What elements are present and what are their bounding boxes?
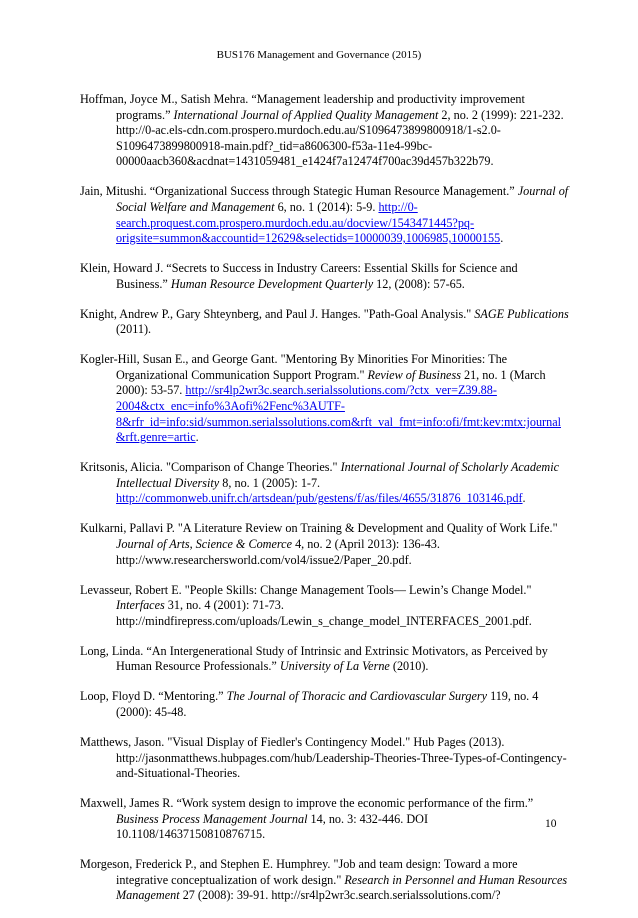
reference-text: Hoffman, Joyce M., Satish Mehra. “Management leadership and productivity improvement programs.”	[80, 92, 525, 122]
reference-source-title: Human Resource Development Quarterly	[170, 276, 374, 291]
reference-text: 12, (2008): 57-65.	[373, 276, 465, 291]
reference-source-title: International Journal of Applied Quality Management	[173, 107, 439, 122]
reference-text: .	[522, 491, 526, 506]
reference-text: .	[500, 231, 504, 246]
reference-source-title: Business Process Management Journal	[116, 811, 308, 826]
reference-text: (2011).	[116, 322, 152, 337]
reference-entry-loop	[80, 689, 570, 720]
reference-entry-levasseur	[80, 583, 570, 630]
reference-text: 6, no. 1 (2014): 5-9.	[274, 199, 379, 214]
reference-text: Kritsonis, Alicia. "Comparison of Change Theories."	[80, 460, 341, 475]
page-number: 10	[545, 818, 557, 830]
reference-entry-kulkarni	[80, 521, 570, 568]
reference-link[interactable]: http://sr4lp2wr3c.search.serialssolutions.com/?ctx_ver=Z39.88-2004&ctx_enc=info%3Aofi%2Fenc%3AUTF-8&rfr_id=info:sid/summon.serialssolutions.com&rft_val_fmt=info:ofi/fmt:kev:mtx:journal&rft.genre=artic	[116, 383, 561, 445]
reference-text: 14, no. 3: 432-446. DOI 10.1108/14637150810876715.	[116, 811, 428, 842]
reference-text: 4, no. 2 (April 2013): 136-43. http://www.researchersworld.com/vol4/issue2/Paper_20.pdf.	[116, 537, 440, 567]
reference-source-title: SAGE Publications	[474, 306, 569, 321]
reference-entry-kogler-hill	[80, 352, 570, 446]
reference-text: 27 (2008): 39-91. http://sr4lp2wr3c.search.serialssolutions.com/?	[179, 888, 501, 903]
reference-text: 21, no. 1 (March 2000): 53-57.	[116, 367, 546, 398]
reference-text: 119, no. 4 (2000): 45-48.	[116, 689, 539, 719]
reference-entry-hoffman	[80, 92, 570, 170]
reference-text: Loop, Floyd D. “Mentoring.”	[80, 689, 227, 704]
reference-entry-morgeson	[80, 857, 570, 904]
reference-entry-jain	[80, 184, 570, 246]
reference-text: Maxwell, James R. “Work system design to improve the economic performance of the firm.”	[80, 796, 534, 811]
reference-source-title: Research in Personnel and Human Resources Management	[116, 872, 568, 903]
reference-text: Klein, Howard J. “Secrets to Success in Industry Careers: Essential Skills for Science and Business.”	[80, 261, 518, 291]
reference-text: Long, Linda. “An Intergenerational Study of Intrinsic and Extrinsic Motivators, as Perceived by Human Resource Professionals.”	[80, 643, 548, 674]
reference-entry-long	[80, 644, 570, 675]
reference-text: Matthews, Jason. "Visual Display of Fiedler's Contingency Model." Hub Pages (2013). http://jasonmatthews.hubpages.com/hub/Leadership-Theories-Three-Types-of-Contingency-and-Situational-Theories.	[80, 734, 567, 781]
reference-link[interactable]: http://0-search.proquest.com.prospero.murdoch.edu.au/docview/1543471445?pq-origsite=summon&accountid=12629&selectids=10000039,1006985,10000155	[116, 199, 501, 246]
reference-source-title: University of La Verne	[279, 659, 390, 674]
reference-list	[80, 92, 570, 918]
reference-text: 2, no. 2 (1999): 221-232. http://0-ac.els-cdn.com.prospero.murdoch.edu.au/S1096473899800918/1-s2.0-S1096473899800918-main.pdf?_tid=a8606300-f53a-11e4-99bc-00000aacb360&acdnat=1431059481_e1424f7a12474f700ac39d457b322b79.	[116, 107, 564, 169]
reference-source-title: Journal of Arts, Science & Comerce	[116, 537, 293, 551]
reference-text: Levasseur, Robert E. "People Skills: Change Management Tools— Lewin’s Change Model."	[80, 582, 532, 597]
reference-entry-kritsonis	[80, 460, 570, 507]
reference-text: Morgeson, Frederick P., and Stephen E. Humphrey. "Job and team design: Toward a more integrative conceptualization of work design."	[80, 857, 518, 887]
reference-entry-klein	[80, 261, 570, 292]
reference-source-title: International Journal of Scholarly Academic Intellectual Diversity	[116, 460, 559, 490]
reference-entry-knight	[80, 307, 570, 338]
reference-entry-maxwell	[80, 796, 570, 843]
reference-text: (2010).	[389, 659, 429, 674]
reference-source-title: Interfaces	[116, 598, 165, 613]
reference-text: 8, no. 1 (2005): 1-7.	[219, 475, 321, 490]
reference-text: 31, no. 4 (2001): 71-73. http://mindfirepress.com/uploads/Lewin_s_change_model_INTERFACES_2001.pdf.	[116, 598, 532, 628]
reference-source-title: The Journal of Thoracic and Cardiovascular Surgery	[226, 689, 488, 704]
reference-entry-matthews	[80, 735, 570, 782]
reference-text: Knight, Andrew P., Gary Shteynberg, and Paul J. Hanges. "Path-Goal Analysis."	[80, 306, 475, 321]
reference-source-title: Journal of Social Welfare and Management	[116, 184, 569, 214]
reference-text: .	[195, 430, 199, 445]
reference-text: Kulkarni, Pallavi P. "A Literature Review on Training & Development and Quality of Work Life."	[80, 521, 558, 536]
reference-link[interactable]: http://commonweb.unifr.ch/artsdean/pub/gestens/f/as/files/4655/31876_103146.pdf	[116, 491, 523, 506]
running-header: BUS176 Management and Governance (2015)	[216, 49, 422, 61]
reference-text: Kogler-Hill, Susan E., and George Gant. "Mentoring By Minorities For Minorities: The Organizational Communication Support Program."	[80, 352, 508, 382]
reference-source-title: Review of Business	[367, 367, 461, 382]
reference-text: Jain, Mitushi. “Organizational Success through Stategic Human Resource Management.”	[80, 184, 518, 199]
